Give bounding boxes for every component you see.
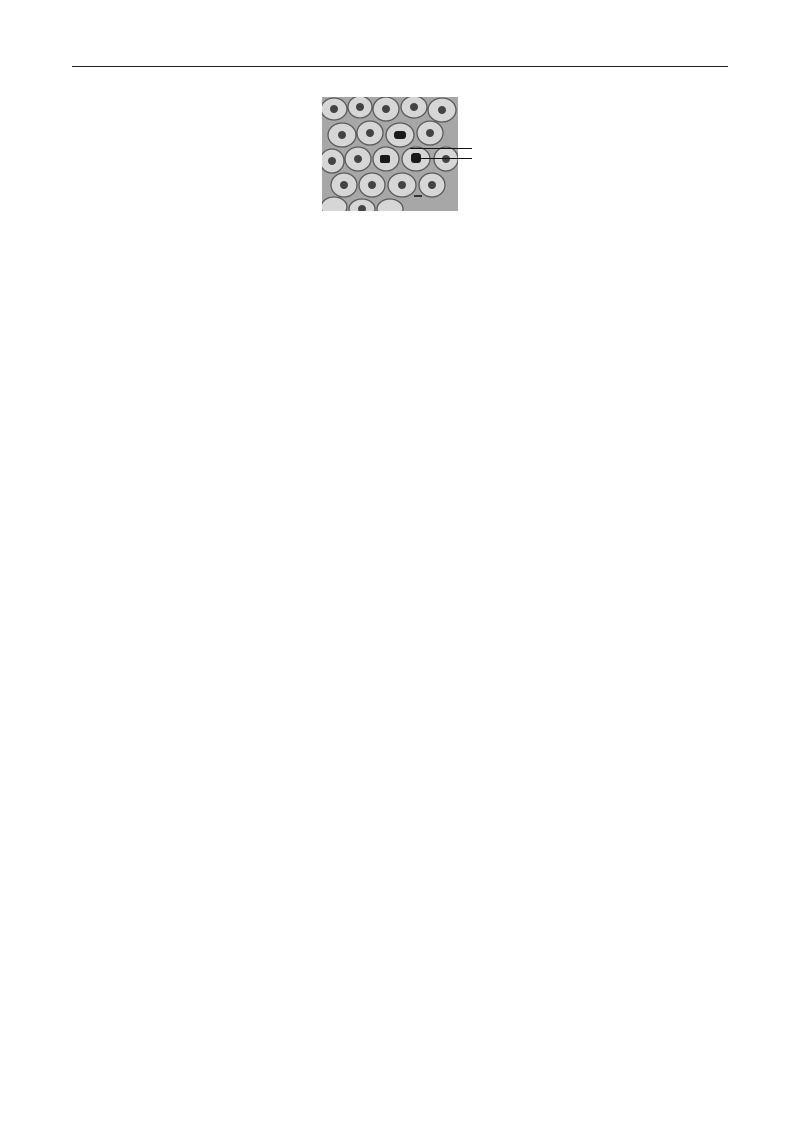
q13-options-row [92,579,488,599]
magnification-label [414,195,422,197]
q13-stem-cont [72,555,124,575]
label-a-leader [410,148,472,149]
root-tip-micrograph [322,97,458,211]
header-rule [72,66,728,67]
label-b-leader [418,158,472,159]
